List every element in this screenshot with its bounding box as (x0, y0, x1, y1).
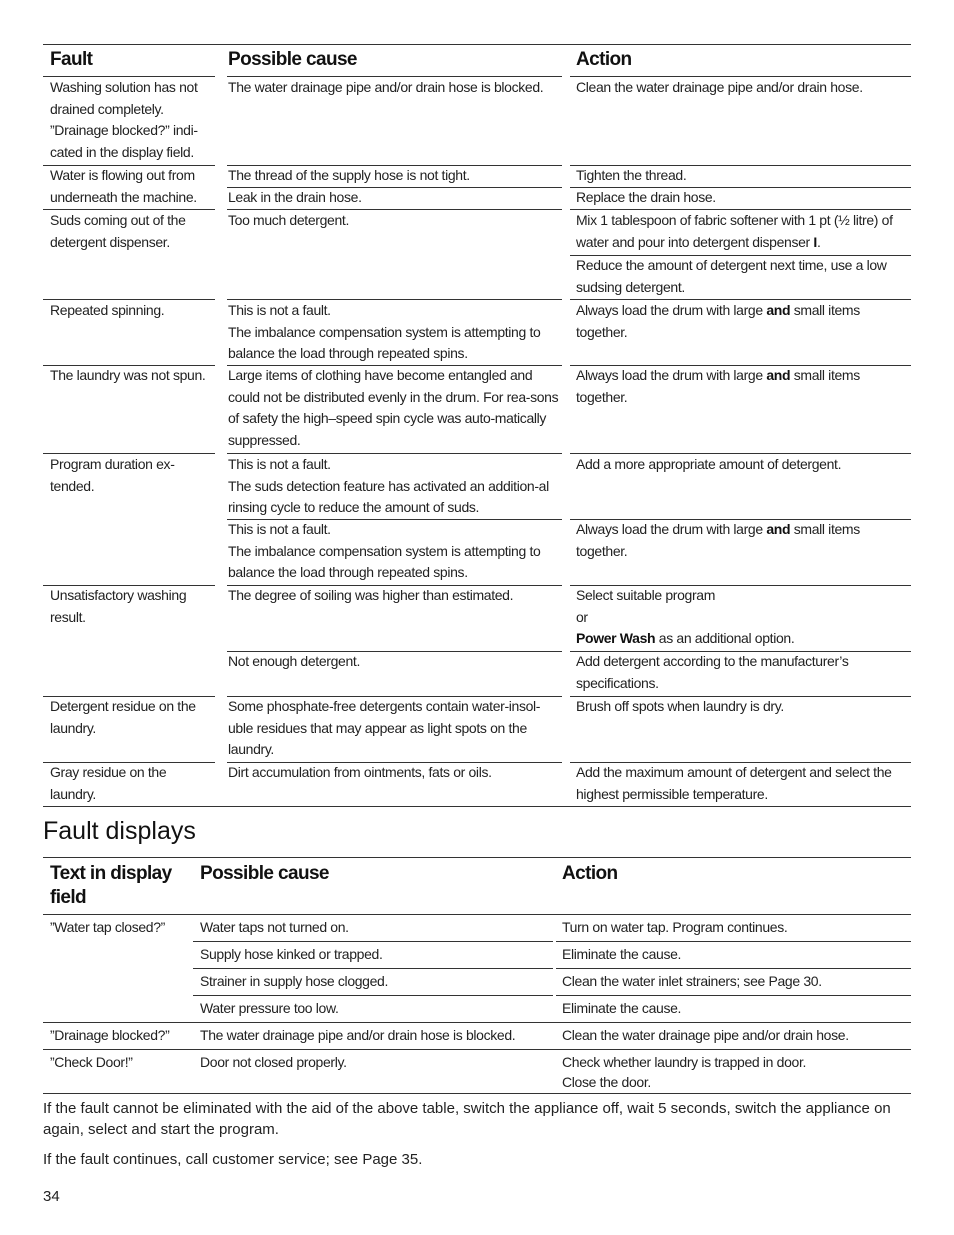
header-fault: Fault (50, 49, 93, 70)
display-text-cell: ”Water tap closed?” (50, 919, 165, 935)
table-top-rule (43, 857, 911, 858)
cause-cell: Water pressure too low. (200, 1000, 339, 1016)
cause-cell: Not enough detergent. (228, 653, 360, 669)
table-top-rule (43, 44, 911, 45)
cause-cell: This is not a fault. The imbalance compensation system is attempting to balance the load through repeated spins. (228, 521, 541, 581)
cause-cell: Large items of clothing have become entangled and could not be distributed evenly in the drum. For rea-sons of safety the high–speed spin cycle was auto-matically suppressed. (228, 367, 559, 449)
header-action: Action (576, 49, 632, 70)
rule (193, 941, 553, 942)
action-cell: Eliminate the cause. (562, 1000, 682, 1016)
fault-cell: Washing solution has not drained completely. ”Drainage blocked?” indi-cated in the display field. (50, 79, 198, 161)
cause-cell: Supply hose kinked or trapped. (200, 946, 383, 962)
action-cell: Add a more appropriate amount of detergent. (576, 456, 842, 472)
fault-cell: Program duration ex-tended. (50, 456, 175, 494)
fault-cell: Unsatisfactory washing result. (50, 587, 187, 625)
fault-cell: Water is flowing out from underneath the machine. (50, 167, 197, 205)
note-paragraph: If the fault continues, call customer service; see Page 35. (43, 1151, 423, 1168)
action-cell: Clean the water drainage pipe and/or drain hose. (576, 79, 863, 95)
cause-cell: Some phosphate-free detergents contain water-insol-uble residues that may appear as light spots on the laundry. (228, 698, 541, 758)
action-cell: Select suitable program or Power Wash as an additional option. (576, 587, 795, 647)
action-cell: Eliminate the cause. (562, 946, 682, 962)
action-cell: Turn on water tap. Program continues. (562, 919, 788, 935)
page-number: 34 (43, 1188, 60, 1205)
table-bottom-rule (43, 806, 911, 807)
rule (43, 1022, 911, 1023)
action-cell: Add detergent according to the manufacturer’s specifications. (576, 653, 849, 691)
action-cell: Check whether laundry is trapped in door. Close the door. (562, 1054, 807, 1090)
action-cell: Clean the water drainage pipe and/or drain hose. (562, 1027, 849, 1043)
table-bottom-rule (43, 1093, 911, 1094)
action-cell: Replace the drain hose. (576, 189, 716, 205)
rule (556, 968, 911, 969)
action-cell: Brush off spots when laundry is dry. (576, 698, 784, 714)
header-action: Action (562, 863, 618, 884)
cause-cell: The water drainage pipe and/or drain hose is blocked. (200, 1027, 516, 1043)
header-text-in-display-field: Text in display field (50, 863, 172, 908)
header-possible-cause: Possible cause (200, 863, 329, 884)
cause-cell: This is not a fault. The imbalance compensation system is attempting to balance the load through repeated spins. (228, 302, 541, 362)
cause-cell: The degree of soiling was higher than estimated. (228, 587, 514, 603)
action-cell: Mix 1 tablespoon of fabric softener with 1 pt (½ litre) of water and pour into detergent dispenser I. (576, 212, 893, 250)
cause-cell: The water drainage pipe and/or drain hose is blocked. (228, 79, 544, 95)
fault-cell: Detergent residue on the laundry. (50, 698, 196, 736)
cause-cell: Strainer in supply hose clogged. (200, 973, 389, 989)
fault-cell: Gray residue on the laundry. (50, 764, 167, 802)
action-cell: Tighten the thread. (576, 167, 687, 183)
cause-cell: Water taps not turned on. (200, 919, 349, 935)
action-cell: Always load the drum with large and small items together. (576, 521, 860, 559)
action-cell: Always load the drum with large and small items together. (576, 367, 860, 405)
action-cell: Always load the drum with large and small items together. (576, 302, 860, 340)
fault-table (43, 44, 911, 807)
rule (556, 995, 911, 996)
cause-cell: This is not a fault. The suds detection feature has activated an addition-al rinsing cycle to reduce the amount of suds. (228, 456, 549, 516)
cause-cell: Door not closed properly. (200, 1054, 347, 1070)
rule (556, 941, 911, 942)
cause-cell: Dirt accumulation from ointments, fats or oils. (228, 764, 492, 780)
note-paragraph: If the fault cannot be eliminated with the aid of the above table, switch the appliance off, wait 5 seconds, switch the appliance on again, select and start the program. (43, 1100, 891, 1138)
action-cell: Clean the water inlet strainers; see Page 30. (562, 973, 822, 989)
fault-cell: The laundry was not spun. (50, 367, 206, 383)
action-cell: Reduce the amount of detergent next time, use a low sudsing detergent. (576, 257, 887, 295)
fault-cell: Repeated spinning. (50, 302, 165, 318)
rule (43, 914, 911, 915)
cause-cell: The thread of the supply hose is not tight. (228, 167, 470, 183)
display-text-cell: ”Check Door!” (50, 1054, 133, 1070)
action-cell: Add the maximum amount of detergent and select the highest permissible temperature. (576, 764, 892, 802)
cause-cell: Leak in the drain hose. (228, 189, 362, 205)
cause-cell: Too much detergent. (228, 212, 349, 228)
rule (43, 1049, 911, 1050)
display-text-cell: ”Drainage blocked?” (50, 1027, 170, 1043)
rule (193, 995, 553, 996)
section-title: Fault displays (43, 817, 196, 845)
header-possible-cause: Possible cause (228, 49, 357, 70)
fault-displays-table (43, 857, 911, 1094)
fault-cell: Suds coming out of the detergent dispenser. (50, 212, 186, 250)
rule (193, 968, 553, 969)
